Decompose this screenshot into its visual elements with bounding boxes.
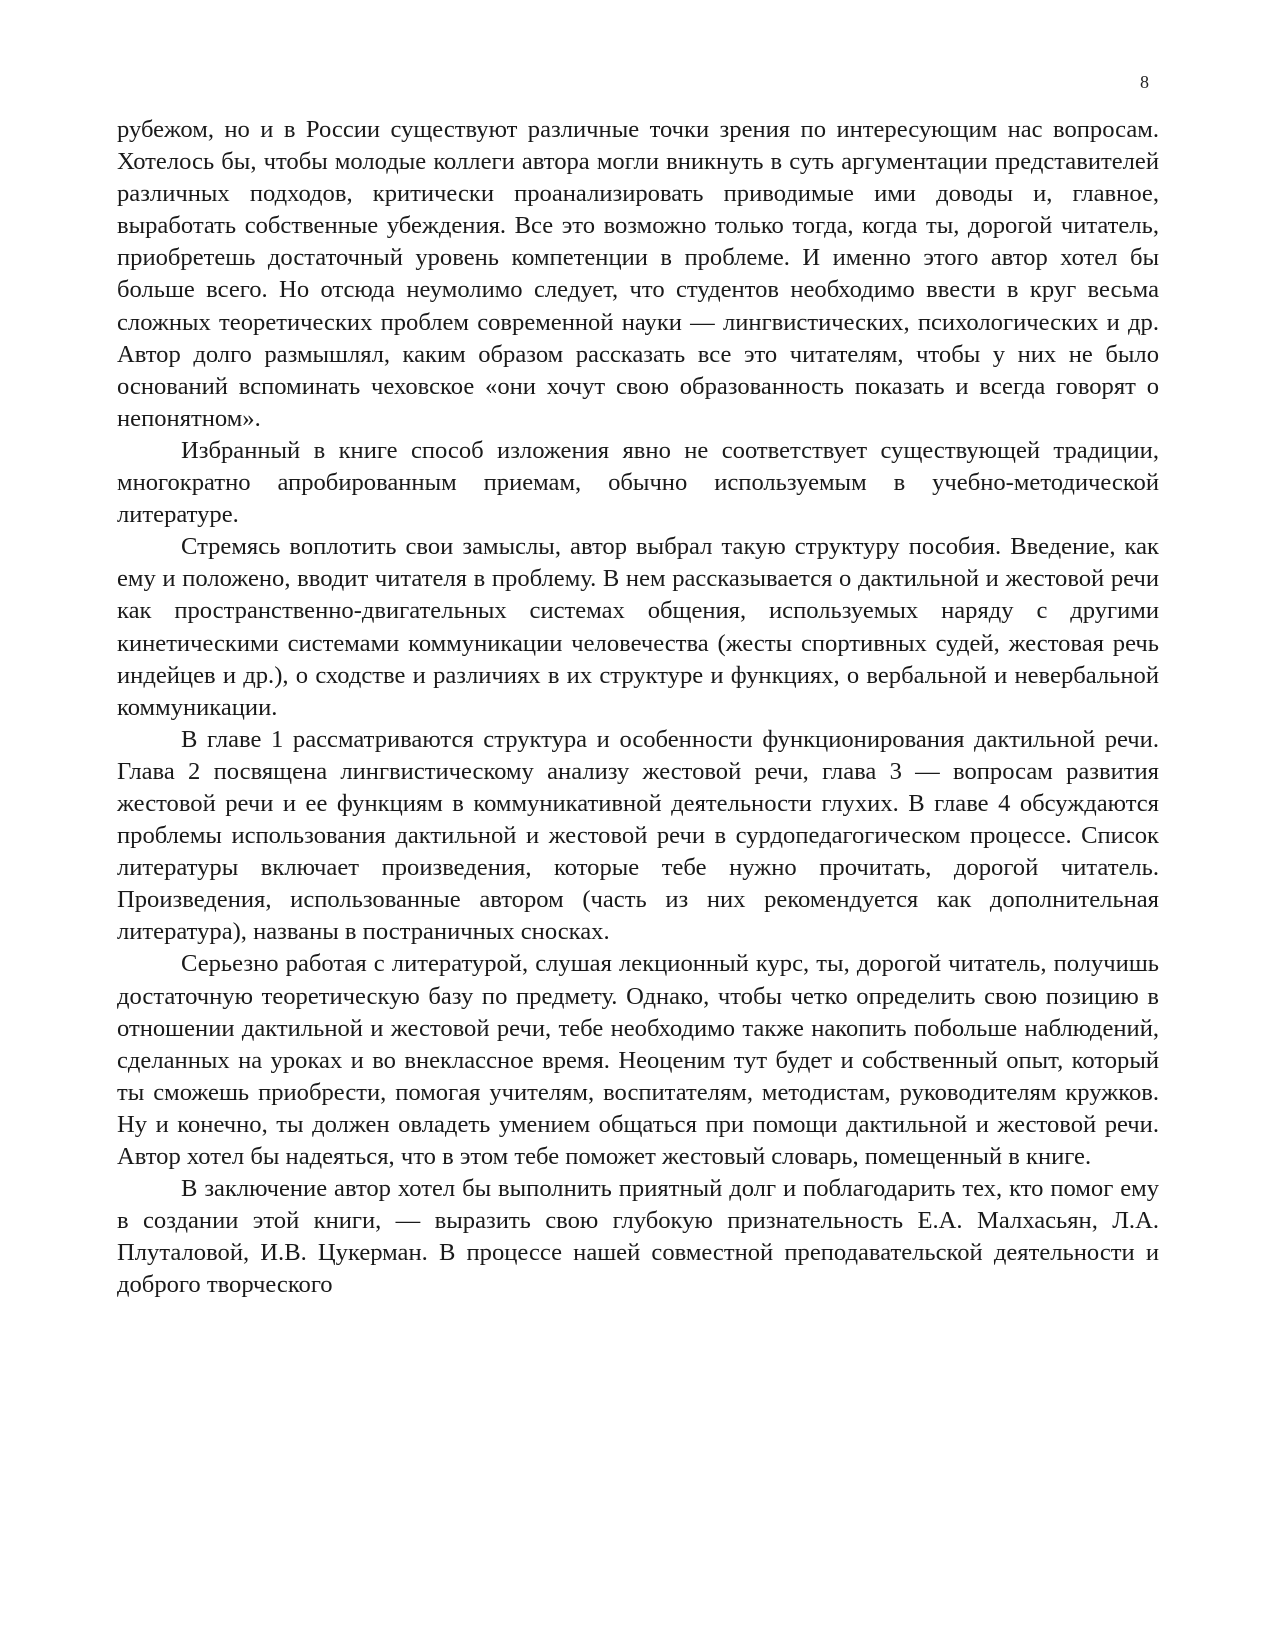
paragraph: В заключение автор хотел бы выполнить приятный долг и поблагодарить тех, кто помог ему в создании этой книги, — выразить свою глубокую признательность Е.А. Малхасьян, Л.А. Плуталовой, И.В. Цукерман. В процессе нашей совместной преподавательской деятельности и доброго творческого [117,1175,1159,1299]
page-body [117,114,1159,1301]
paragraph: В главе 1 рассматриваются структура и особенности функционирования дактильной речи. Глава 2 посвящена лингвистическому анализу жестовой речи, глава 3 — вопросам развития жестовой речи и ее функциям в коммуникативной деятельности глухих. В главе 4 обсуждаются проблемы использования дактильной и жестовой речи в сурдопедагогическом процессе. Список литературы включает произведения, которые тебе нужно прочитать, дорогой читатель. Произведения, использованные автором (часть из них рекомендуется как дополнительная литература), названы в постраничных сносках. [117,725,1159,946]
paragraph: Стремясь воплотить свои замыслы, автор выбрал такую структуру пособия. Введение, как ему и положено, вводит читателя в проблему. В нем рассказывается о дактильной и жестовой речи как пространственно-двигательных системах общения, используемых наряду с другими кинетическими системами коммуникации человечества (жесты спортивных судей, жестовая речь индейцев и др.), о сходстве и различиях в их структуре и функциях, о вербальной и невербальной коммуникации. [117,533,1159,721]
paragraph: рубежом, но и в России существуют различные точки зрения по интересующим нас вопросам. Хотелось бы, чтобы молодые коллеги автора могли вникнуть в суть аргументации представителей различных подходов, критически проанализировать приводимые ими доводы и, главное, выработать собственные убеждения. Все это возможно только тогда, когда ты, дорогой читатель, приобретешь достаточный уровень компетенции в проблеме. И именно этого автор хотел бы больше всего. Но отсюда неумолимо следует, что студентов необходимо ввести в круг весьма сложных теоретических проблем современной науки — лингвистических, психологических и др. Автор долго размышлял, каким образом рассказать все это читателям, чтобы у них не было оснований вспоминать чеховское «они хочут свою образованность показать и всегда говорят о непонятном». [117,116,1159,432]
page-number: 8 [1140,72,1149,92]
paragraph: Избранный в книге способ изложения явно не соответствует существующей традиции, многократно апробированным приемам, обычно используемым в учебно-методической литературе. [117,436,1159,529]
paragraph: Серьезно работая с литературой, слушая лекционный курс, ты, дорогой читатель, получишь достаточную теоретическую базу по предмету. Однако, чтобы четко определить свою позицию в отношении дактильной и жестовой речи, тебе необходимо также накопить побольше наблюдений, сделанных на уроках и во внеклассное время. Неоценим тут будет и собственный опыт, который ты сможешь приобрести, помогая учителям, воспитателям, методистам, руководителям кружков. Ну и конечно, ты должен овладеть умением общаться при помощи дактильной и жестовой речи. Автор хотел бы надеяться, что в этом тебе поможет жестовый словарь, помещенный в книге. [117,950,1159,1170]
